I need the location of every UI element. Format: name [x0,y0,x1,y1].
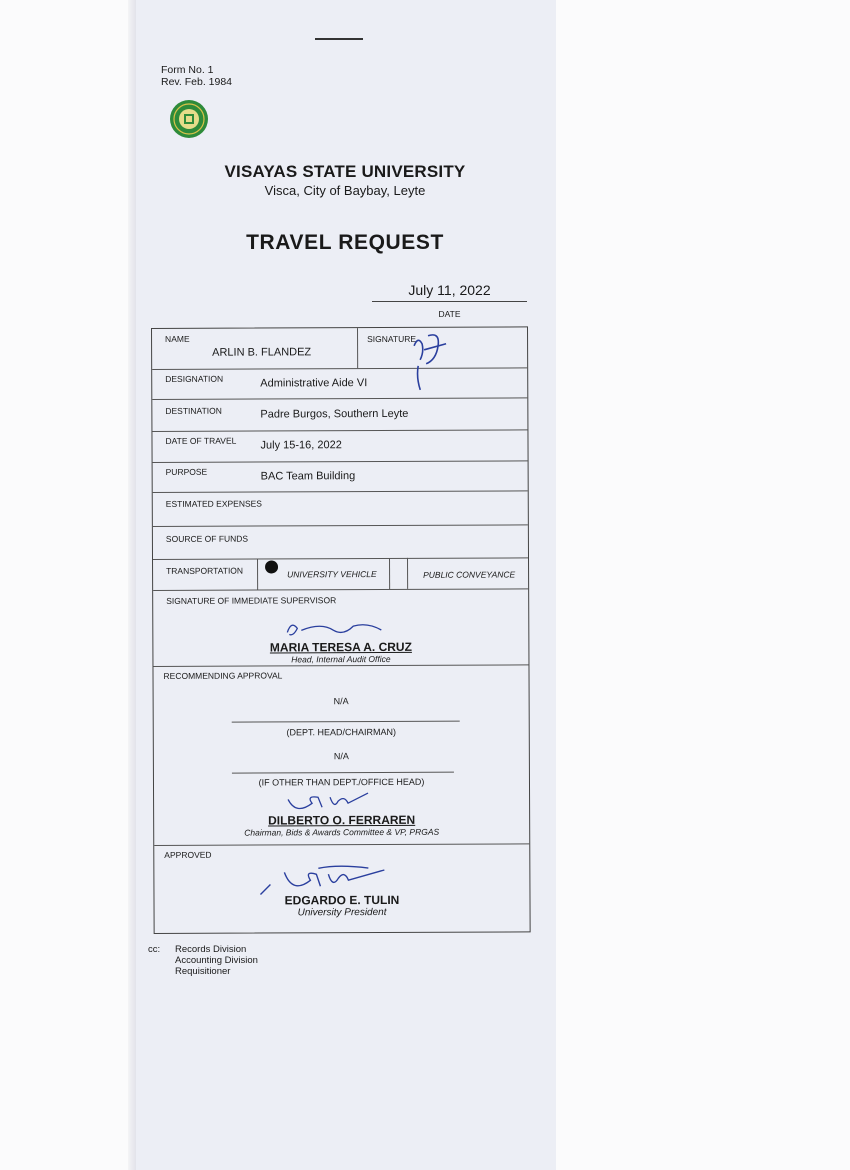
date-of-travel-field[interactable]: July 15-16, 2022 [260,439,342,452]
row-divider [152,397,527,400]
recommending-approval-label: RECOMMENDING APPROVAL [163,670,283,681]
university-address: Visca, City of Baybay, Leyte [264,183,426,198]
other-head-caption: (IF OTHER THAN DEPT./OFFICE HEAD) [258,776,425,788]
date-of-travel-label: DATE OF TRAVEL [165,435,237,446]
row-divider [152,429,527,432]
row-divider [153,490,528,493]
form-number: Form No. 1 [161,64,214,76]
request-date-field[interactable]: July 11, 2022 [372,282,527,302]
designation-field[interactable]: Administrative Aide VI [260,377,368,390]
row-divider [154,843,529,846]
transportation-label: TRANSPORTATION [166,565,244,576]
approver-position: University President [297,906,387,919]
name-label: NAME [165,333,190,344]
supervisor-signature-label: SIGNATURE OF IMMEDIATE SUPERVISOR [166,595,337,606]
university-seal-icon [159,99,219,139]
approved-name-block [154,892,529,919]
option-university-vehicle[interactable]: UNIVERSITY VEHICLE [287,569,377,580]
recommending-value-1: N/A [333,696,349,707]
supervisor-name-block [153,639,528,665]
purpose-field[interactable]: BAC Team Building [260,470,356,483]
row-divider [152,367,527,370]
purpose-label: PURPOSE [165,466,208,477]
university-name: VISAYAS STATE UNIVERSITY [224,162,466,181]
row-divider [153,664,528,667]
signature-label: SIGNATURE [367,333,417,345]
recommending-name: DILBERTO O. FERRAREN [268,812,416,828]
page-title: TRAVEL REQUEST [246,231,444,254]
destination-field[interactable]: Padre Burgos, Southern Leyte [260,407,409,421]
column-divider [357,328,358,368]
option-public-conveyance[interactable]: PUBLIC CONVEYANCE [423,569,516,580]
approved-label: APPROVED [164,849,212,860]
column-divider [389,558,390,589]
form-revision: Rev. Feb. 1984 [161,76,233,88]
source-of-funds-label: SOURCE OF FUNDS [165,533,249,544]
dept-head-line [232,721,460,723]
cc-item: Records Division [175,944,247,955]
row-divider [153,524,528,527]
cc-item: Accounting Division [175,955,258,966]
row-divider [153,557,528,560]
approver-name: EDGARDO E. TULIN [284,892,400,908]
recommending-signature [282,789,382,815]
applicant-signature [410,330,450,392]
recommending-position: Chairman, Bids & Awards Committee & VP, PRGAS [244,826,440,838]
cc-list [175,944,258,977]
other-head-line [232,772,454,774]
destination-label: DESTINATION [165,405,222,416]
designation-label: DESIGNATION [165,373,224,384]
supervisor-signature [281,618,391,640]
request-date-label: DATE [438,309,461,319]
row-divider [153,460,528,463]
form-meta [161,64,232,88]
travel-request-form [151,326,531,934]
supervisor-position: Head, Internal Audit Office [291,653,391,665]
column-divider [407,558,408,589]
column-divider [257,559,258,590]
university-vehicle-radio[interactable] [265,560,278,573]
dept-head-caption: (DEPT. HEAD/CHAIRMAN) [286,726,397,738]
supervisor-name: MARIA TERESA A. CRUZ [269,639,412,655]
top-mark [315,38,363,40]
name-field[interactable]: ARLIN B. FLANDEZ [212,346,312,359]
paper-edge-shadow [128,0,136,1170]
recommending-value-2: N/A [333,751,349,762]
estimated-expenses-label: ESTIMATED EXPENSES [165,498,262,509]
cc-item: Requisitioner [175,966,231,977]
recommending-name-block [154,812,529,838]
row-divider [153,588,528,591]
cc-label: cc: [148,944,161,955]
